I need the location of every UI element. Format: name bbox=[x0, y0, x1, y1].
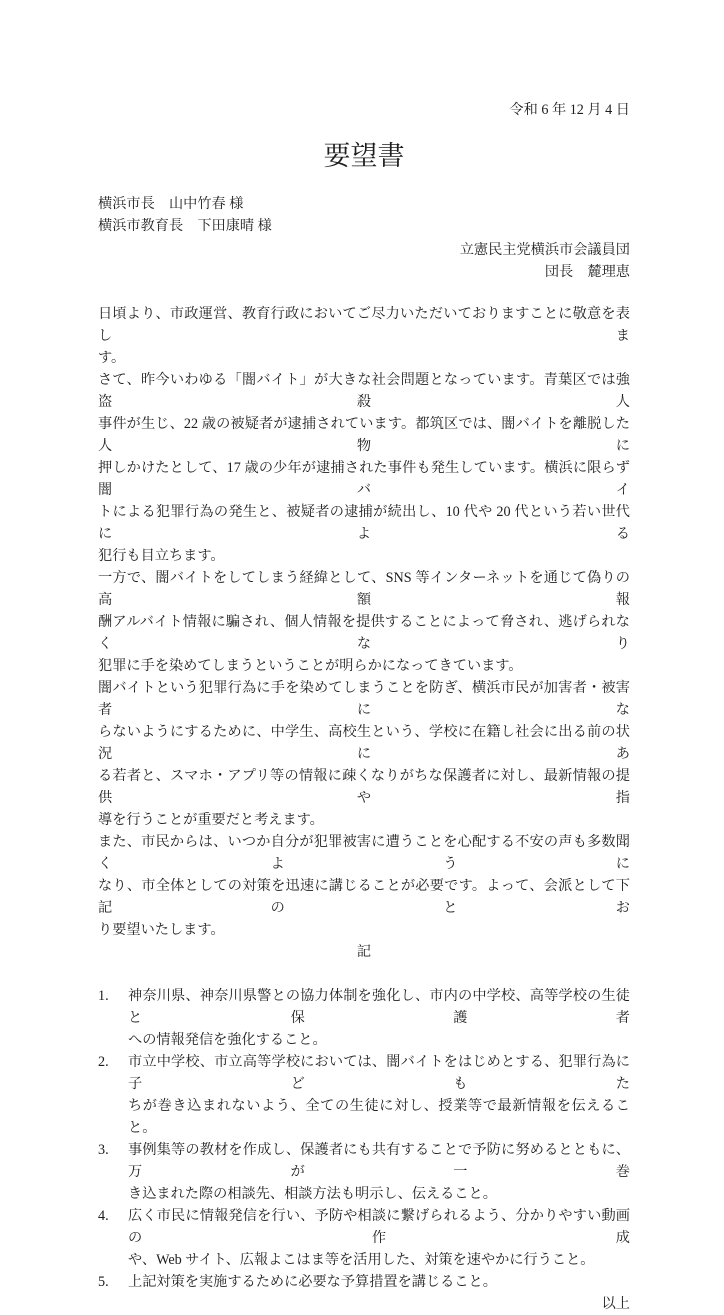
text-line: なり、市全体としての対策を迅速に講じることが必要です。よって、会派として下記のとお bbox=[98, 878, 630, 916]
recipient-block bbox=[98, 193, 630, 237]
list-item bbox=[98, 985, 630, 1051]
text-line: さて、昨今いわゆる「闇バイト」が大きな社会問題となっています。青葉区では強盗殺人 bbox=[98, 372, 630, 410]
item-number: 3. bbox=[98, 1142, 109, 1158]
item-number: 2. bbox=[98, 1054, 109, 1070]
text-line: 日頃より、市政運営、教育行政においてご尽力いただいておりますことに敬意を表しま bbox=[98, 306, 630, 344]
document-date: 令和 6 年 12 月 4 日 bbox=[509, 102, 630, 118]
closing-phrase: 以上 bbox=[601, 1296, 630, 1312]
request-list bbox=[98, 985, 630, 1293]
text-line: 犯罪に手を染めてしまうということが明らかになってきています。 bbox=[98, 658, 523, 674]
text-line: 事件が生じ、22 歳の被疑者が逮捕されています。都筑区では、闇バイトを離脱した人物に bbox=[98, 416, 630, 454]
text-line: や、Web サイト、広報よこはま等を活用した、対策を速やかに行うこと。 bbox=[128, 1252, 595, 1268]
text-line: また、市民からは、いつか自分が犯罪被害に遭うことを心配する不安の声も多数聞くように bbox=[98, 834, 630, 872]
item-text bbox=[128, 1139, 630, 1205]
document-title: 要望書 bbox=[323, 141, 405, 171]
text-line: 事例集等の教材を作成し、保護者にも共有することで予防に努めるとともに、万が一巻 bbox=[128, 1142, 630, 1180]
text-line: す。 bbox=[98, 350, 126, 366]
sender-organization: 立憲民主党横浜市会議員団 bbox=[459, 242, 630, 258]
text-line: への情報発信を強化すること。 bbox=[128, 1032, 327, 1048]
item-text bbox=[128, 1051, 630, 1139]
list-item bbox=[98, 1051, 630, 1139]
text-line: 市立中学校、市立高等学校においては、闇バイトをはじめとする、犯罪行為に子どもた bbox=[128, 1054, 630, 1092]
list-heading: 記 bbox=[356, 944, 372, 960]
text-line: トによる犯罪行為の発生と、被疑者の逮捕が続出し、10 代や 20 代という若い世代による bbox=[98, 504, 630, 542]
item-number: 1. bbox=[98, 988, 109, 1004]
paragraph-citizens-concern bbox=[98, 831, 630, 941]
item-text bbox=[128, 1271, 630, 1293]
paragraph-prevention bbox=[98, 677, 630, 831]
text-line: り要望いたします。 bbox=[98, 922, 225, 938]
body-text bbox=[98, 303, 630, 963]
item-text bbox=[128, 1205, 630, 1271]
sender-block bbox=[98, 239, 630, 283]
list-item bbox=[98, 1271, 630, 1293]
recipient-mayor: 横浜市長 山中竹春 様 bbox=[98, 196, 244, 212]
text-line: 広く市民に情報発信を行い、予防や相談に繋げられるよう、分かりやすい動画の作成 bbox=[128, 1208, 630, 1246]
list-item bbox=[98, 1139, 630, 1205]
list-item bbox=[98, 1205, 630, 1271]
item-number: 4. bbox=[98, 1208, 109, 1224]
sender-representative: 団長 麓理恵 bbox=[544, 264, 630, 280]
text-line: 神奈川県、神奈川県警との協力体制を強化し、市内の中学校、高等学校の生徒と保護者 bbox=[128, 988, 630, 1026]
text-line: 上記対策を実施するために必要な予算措置を講じること。 bbox=[128, 1274, 497, 1290]
text-line: らないようにするために、中学生、高校生という、学校に在籍し社会に出る前の状況にあ bbox=[98, 724, 630, 762]
text-line: 酬アルバイト情報に騙され、個人情報を提供することによって脅され、逃げられなくなり bbox=[98, 614, 630, 652]
text-line: ちが巻き込まれないよう、全ての生徒に対し、授業等で最新情報を伝えること。 bbox=[128, 1098, 630, 1136]
recipient-education-superintendent: 横浜市教育長 下田康晴 様 bbox=[98, 218, 272, 234]
text-line: き込まれた際の相談先、相談方法も明示し、伝えること。 bbox=[128, 1186, 497, 1202]
text-line: る若者と、スマホ・アプリ等の情報に疎くなりがちな保護者に対し、最新情報の提供や指 bbox=[98, 768, 630, 806]
text-line: 一方で、闇バイトをしてしまう経緯として、SNS 等インターネットを通じて偽りの高額報 bbox=[98, 570, 630, 608]
paragraph-incidents bbox=[98, 369, 630, 567]
paragraph-greeting bbox=[98, 303, 630, 369]
text-line: 押しかけたとして、17 歳の少年が逮捕された事件も発生しています。横浜に限らず闇バイ bbox=[98, 460, 630, 498]
text-line: 導を行うことが重要だと考えます。 bbox=[98, 812, 324, 828]
text-line: 闇バイトという犯罪行為に手を染めてしまうことを防ぎ、横浜市民が加害者・被害者にな bbox=[98, 680, 630, 718]
text-line: 犯行も目立ちます。 bbox=[98, 548, 225, 564]
item-text bbox=[128, 985, 630, 1051]
paragraph-sns-recruiting bbox=[98, 567, 630, 677]
item-number: 5. bbox=[98, 1274, 109, 1290]
